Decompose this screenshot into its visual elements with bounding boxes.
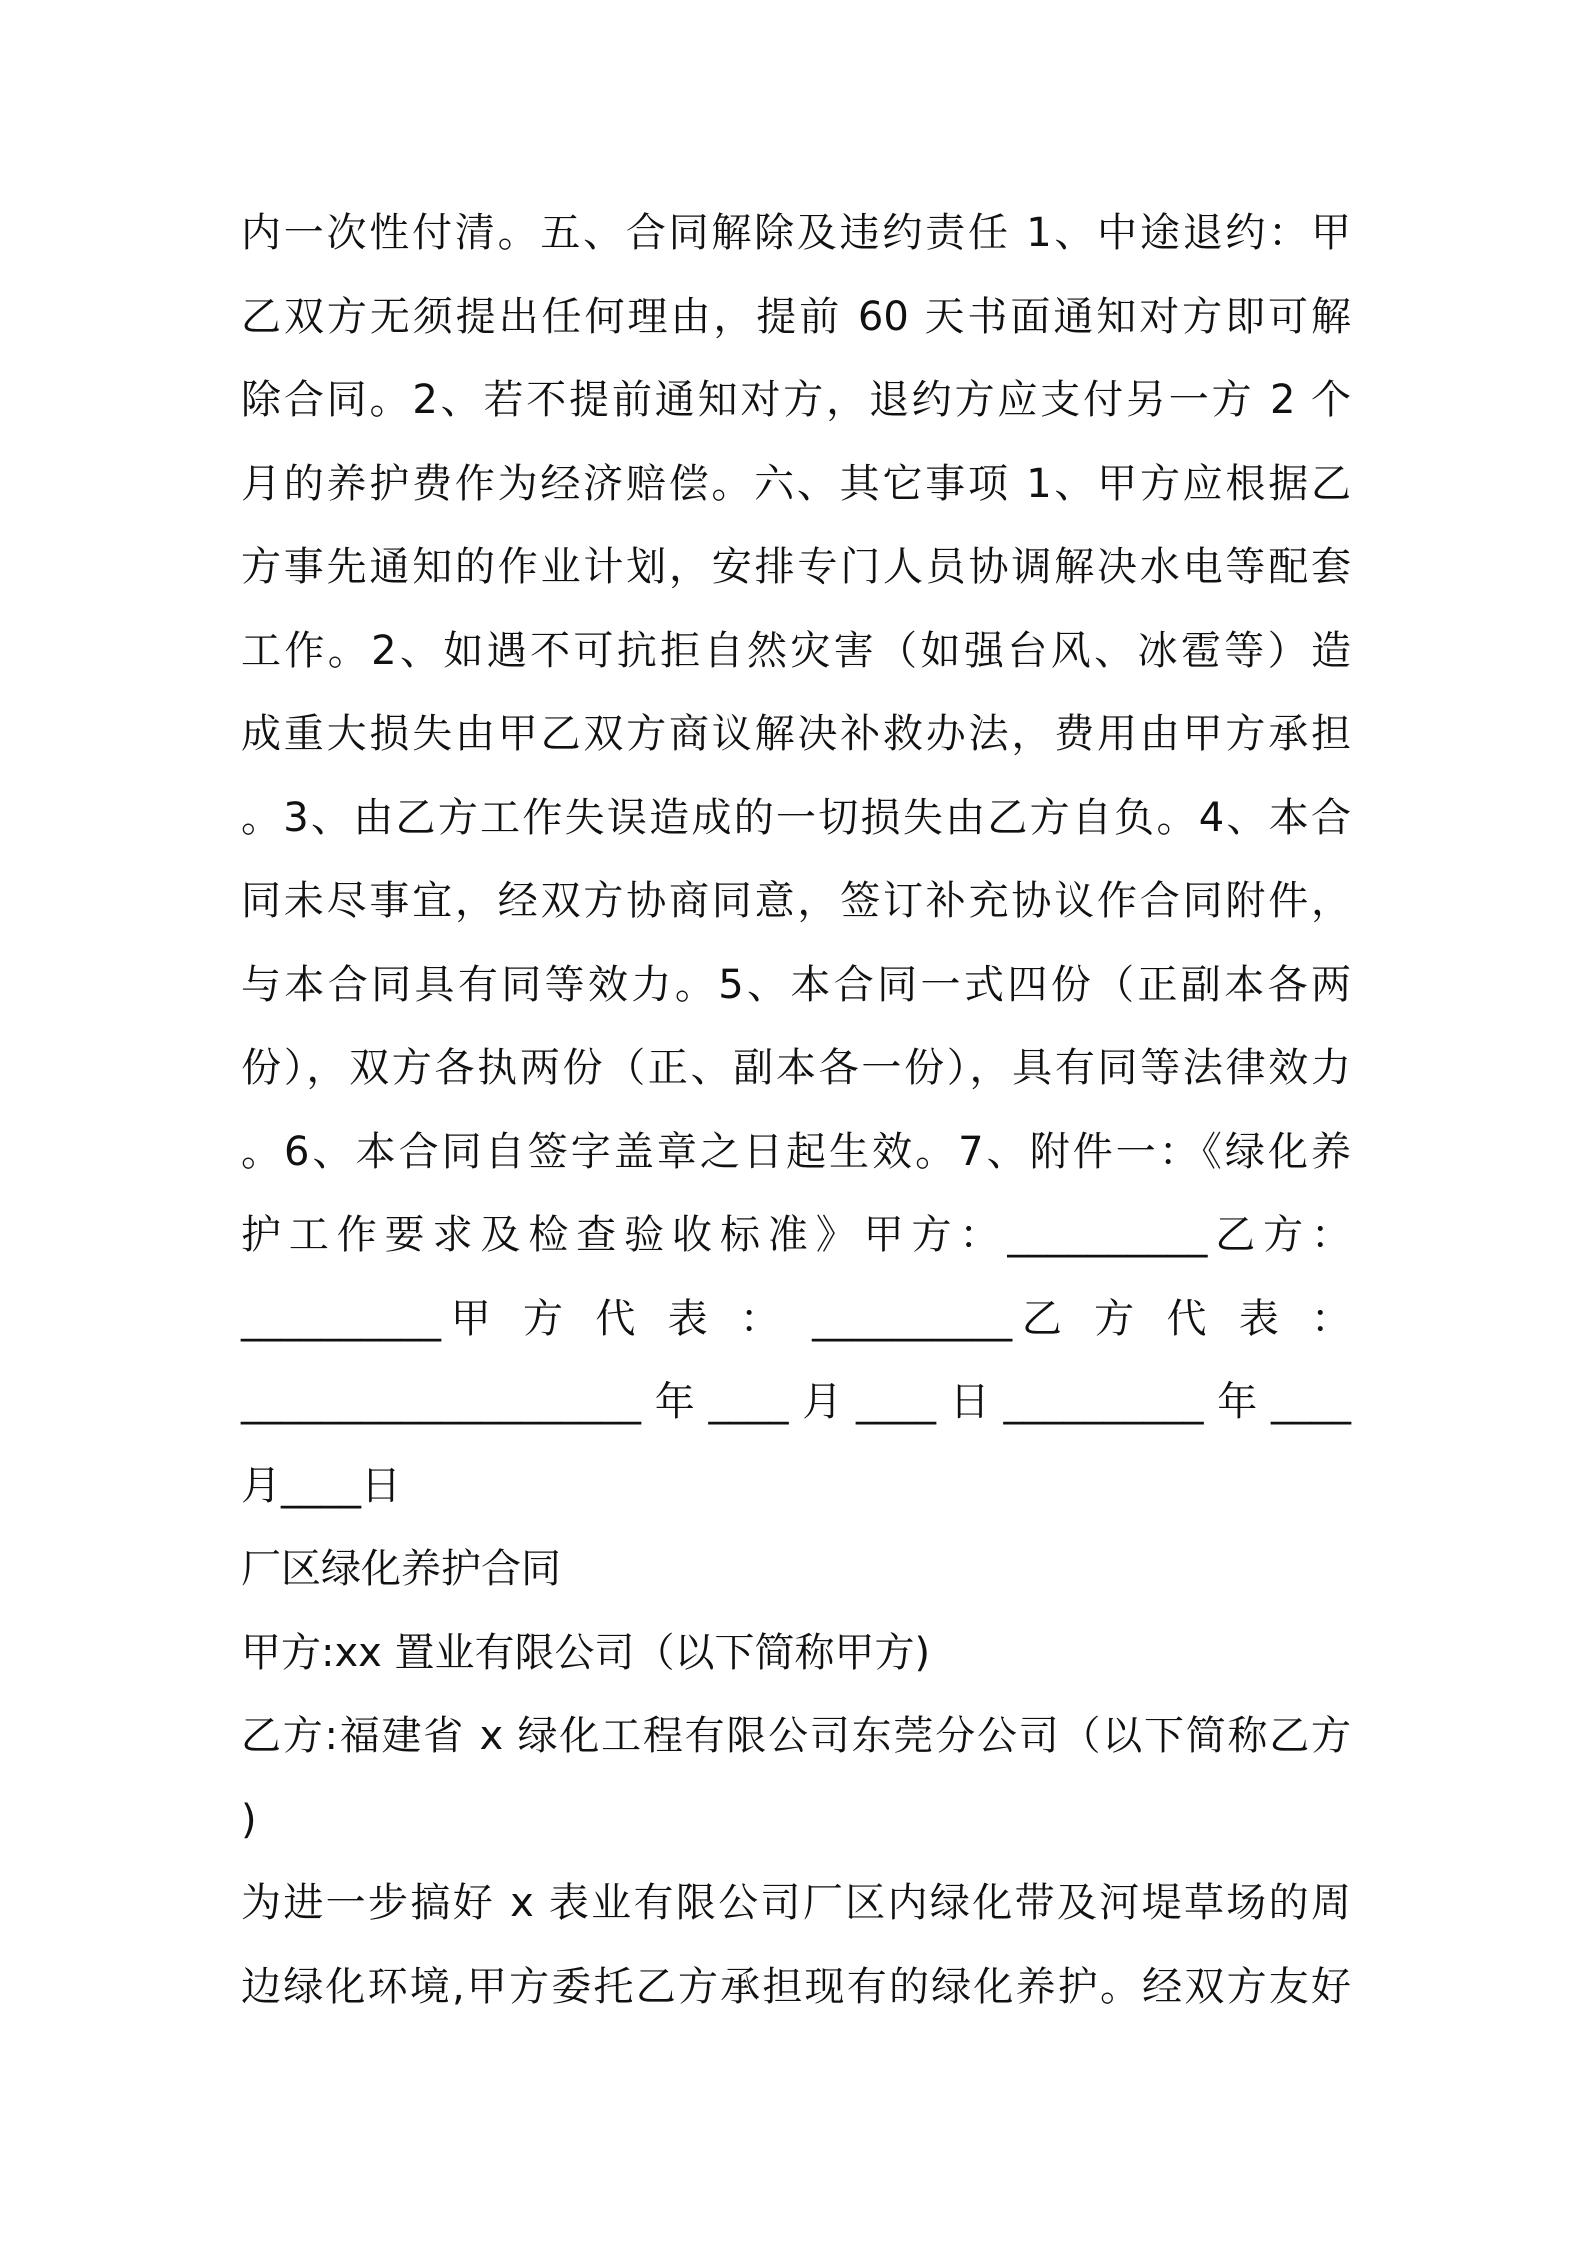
text-line: 与本合同具有同等效力。5、本合同一式四份（正副本各两 (241, 961, 1351, 1008)
text-line: 月的养护费作为经济赔偿。六、其它事项 1、甲方应根据乙 (241, 460, 1351, 507)
text-line: 乙双方无须提出任何理由，提前 60 天书面通知对方即可解 (241, 293, 1351, 340)
text-line: 工作。2、如遇不可抗拒自然灾害（如强台风、冰雹等）造 (241, 627, 1351, 674)
party-b-continued: ) (241, 1796, 257, 1843)
contract-title: 厂区绿化养护合同 (241, 1546, 561, 1592)
date-line: 月____日 (241, 1462, 401, 1509)
intro-paragraph-line: 为进一步搞好 x 表业有限公司厂区内绿化带及河堤草场的周 (241, 1880, 1351, 1926)
text-line: 同未尽事宜，经双方协商同意，签订补充协议作合同附件， (241, 878, 1351, 924)
signature-line: __________甲 方 代 表 ： __________乙 方 代 表 ： (241, 1295, 1351, 1342)
contract-body (241, 192, 1351, 2029)
text-line: 内一次性付清。五、合同解除及违约责任 1、中途退约：甲 (241, 210, 1351, 256)
party-a: 甲方:xx 置业有限公司（以下简称甲方) (241, 1629, 931, 1676)
text-line: 。6、本合同自签字盖章之日起生效。7、附件一：《绿化养 (241, 1128, 1351, 1175)
date-line: ____________________年____月____日__________年____ (241, 1379, 1351, 1425)
text-line: 份），双方各执两份（正、副本各一份），具有同等法律效力 (241, 1045, 1351, 1091)
signature-line: 护工作要求及检查验收标准》甲方：__________乙方： (241, 1212, 1351, 1258)
intro-paragraph-line: 边绿化环境,甲方委托乙方承担现有的绿化养护。经双方友好 (241, 1963, 1351, 2010)
text-line: 除合同。2、若不提前通知对方，退约方应支付另一方 2 个 (241, 377, 1351, 423)
party-b: 乙方:福建省 x 绿化工程有限公司东莞分公司（以下简称乙方 (241, 1713, 1351, 1759)
text-line: 。3、由乙方工作失误造成的一切损失由乙方自负。4、本合 (241, 794, 1351, 841)
text-line: 成重大损失由甲乙双方商议解决补救办法，费用由甲方承担 (241, 711, 1351, 757)
text-line: 方事先通知的作业计划，安排专门人员协调解决水电等配套 (241, 544, 1351, 590)
